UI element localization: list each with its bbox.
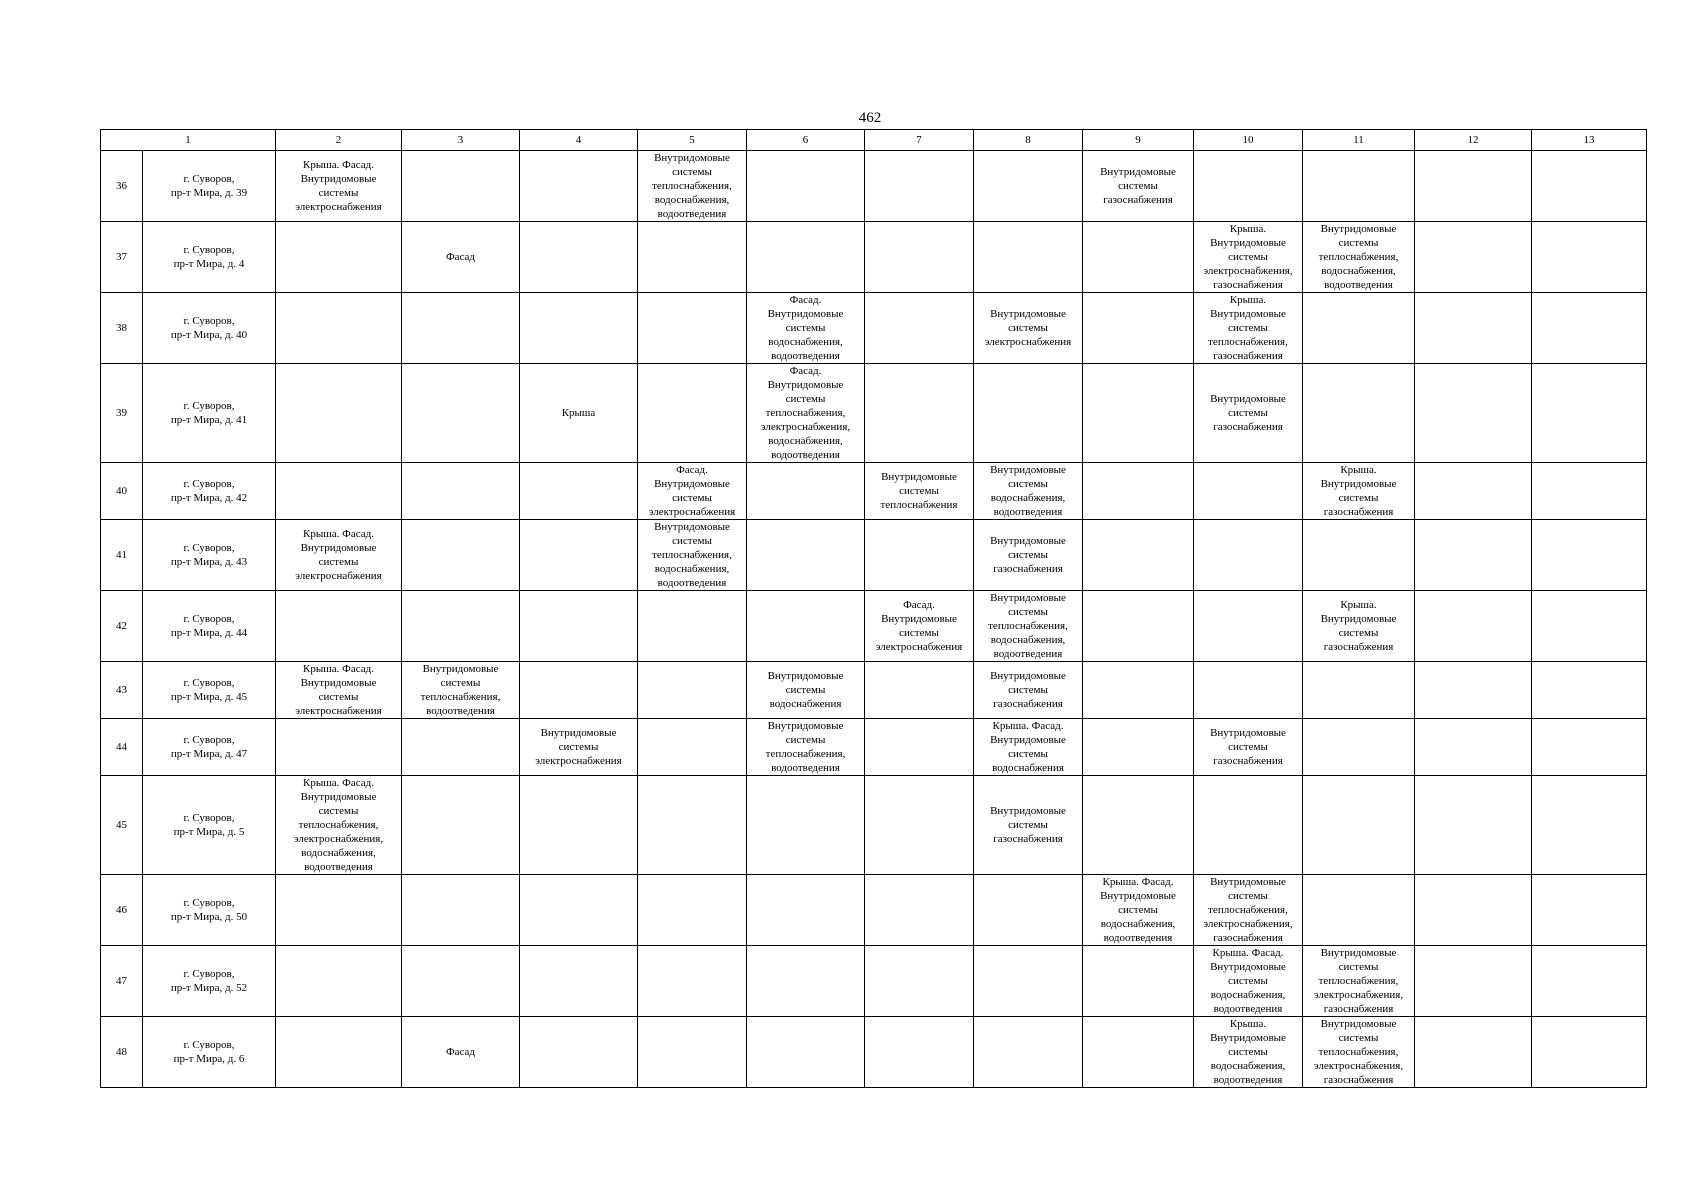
address-cell: г. Суворов, пр-т Мира, д. 47 bbox=[143, 719, 276, 776]
column-header: 4 bbox=[520, 130, 638, 151]
row-number: 46 bbox=[101, 875, 143, 946]
row-number: 37 bbox=[101, 222, 143, 293]
work-cell bbox=[402, 591, 520, 662]
work-cell bbox=[1083, 776, 1194, 875]
table-row bbox=[101, 293, 1647, 364]
column-header: 2 bbox=[276, 130, 402, 151]
work-cell bbox=[974, 875, 1083, 946]
work-cell bbox=[974, 946, 1083, 1017]
header-row bbox=[101, 130, 1647, 151]
work-cell bbox=[520, 776, 638, 875]
column-header: 6 bbox=[747, 130, 865, 151]
work-cell bbox=[638, 776, 747, 875]
work-cell bbox=[1532, 719, 1647, 776]
work-cell bbox=[276, 222, 402, 293]
work-cell bbox=[1194, 520, 1303, 591]
work-cell bbox=[1532, 591, 1647, 662]
work-cell bbox=[1083, 520, 1194, 591]
work-cell: Внутридомовые системы газоснабжения bbox=[1194, 719, 1303, 776]
work-cell bbox=[402, 293, 520, 364]
work-cell: Внутридомовые системы теплоснабжения, электроснабжения, газоснабжения bbox=[1303, 1017, 1415, 1088]
table-row bbox=[101, 463, 1647, 520]
work-cell bbox=[747, 946, 865, 1017]
work-cell: Внутридомовые системы газоснабжения bbox=[1083, 151, 1194, 222]
table-row bbox=[101, 151, 1647, 222]
work-cell bbox=[865, 1017, 974, 1088]
row-number: 45 bbox=[101, 776, 143, 875]
work-cell: Крыша. Внутридомовые системы газоснабжения bbox=[1303, 463, 1415, 520]
work-cell bbox=[520, 591, 638, 662]
work-cell: Внутридомовые системы теплоснабжения, водоснабжения, водоотведения bbox=[974, 591, 1083, 662]
work-cell bbox=[1532, 222, 1647, 293]
work-cell: Внутридомовые системы теплоснабжения bbox=[865, 463, 974, 520]
work-cell bbox=[1532, 875, 1647, 946]
work-cell: Крыша. Внутридомовые системы водоснабжения, водоотведения bbox=[1194, 1017, 1303, 1088]
column-header: 1 bbox=[101, 130, 276, 151]
work-cell bbox=[1083, 222, 1194, 293]
table-row bbox=[101, 364, 1647, 463]
work-cell bbox=[747, 520, 865, 591]
work-cell bbox=[276, 364, 402, 463]
work-cell bbox=[520, 151, 638, 222]
work-cell bbox=[1303, 520, 1415, 591]
work-cell bbox=[1303, 364, 1415, 463]
work-cell bbox=[865, 520, 974, 591]
address-cell: г. Суворов, пр-т Мира, д. 44 bbox=[143, 591, 276, 662]
work-cell: Внутридомовые системы теплоснабжения, водоотведения bbox=[402, 662, 520, 719]
work-cell bbox=[276, 293, 402, 364]
table-row bbox=[101, 222, 1647, 293]
work-cell: Внутридомовые системы водоснабжения, водоотведения bbox=[974, 463, 1083, 520]
work-cell bbox=[276, 463, 402, 520]
address-cell: г. Суворов, пр-т Мира, д. 5 bbox=[143, 776, 276, 875]
work-cell bbox=[1532, 946, 1647, 1017]
work-cell bbox=[1415, 463, 1532, 520]
table-row bbox=[101, 875, 1647, 946]
work-cell bbox=[402, 946, 520, 1017]
address-cell: г. Суворов, пр-т Мира, д. 40 bbox=[143, 293, 276, 364]
work-cell bbox=[520, 293, 638, 364]
work-cell: Внутридомовые системы теплоснабжения, водоснабжения, водоотведения bbox=[638, 151, 747, 222]
work-cell bbox=[1415, 293, 1532, 364]
column-header: 9 bbox=[1083, 130, 1194, 151]
work-cell: Фасад bbox=[402, 1017, 520, 1088]
work-cell bbox=[747, 591, 865, 662]
work-cell bbox=[1083, 946, 1194, 1017]
work-cell: Фасад. Внутридомовые системы теплоснабжения, электроснабжения, водоснабжения, водоотведения bbox=[747, 364, 865, 463]
work-cell bbox=[402, 463, 520, 520]
row-number: 38 bbox=[101, 293, 143, 364]
work-cell: Внутридомовые системы теплоснабжения, водоснабжения, водоотведения bbox=[1303, 222, 1415, 293]
work-cell: Крыша. Внутридомовые системы теплоснабжения, газоснабжения bbox=[1194, 293, 1303, 364]
work-cell bbox=[747, 222, 865, 293]
work-cell bbox=[865, 364, 974, 463]
work-cell bbox=[865, 776, 974, 875]
work-cell bbox=[1415, 946, 1532, 1017]
column-header: 12 bbox=[1415, 130, 1532, 151]
work-cell bbox=[520, 875, 638, 946]
work-cell: Крыша. Внутридомовые системы газоснабжения bbox=[1303, 591, 1415, 662]
work-cell: Внутридомовые системы газоснабжения bbox=[974, 776, 1083, 875]
work-cell bbox=[747, 875, 865, 946]
work-cell bbox=[402, 875, 520, 946]
address-cell: г. Суворов, пр-т Мира, д. 52 bbox=[143, 946, 276, 1017]
work-cell bbox=[1532, 364, 1647, 463]
work-cell: Крыша. Фасад. Внутридомовые системы водоснабжения, водоотведения bbox=[1194, 946, 1303, 1017]
work-cell bbox=[520, 222, 638, 293]
work-cell: Внутридомовые системы теплоснабжения, водоснабжения, водоотведения bbox=[638, 520, 747, 591]
work-cell bbox=[1083, 719, 1194, 776]
address-cell: г. Суворов, пр-т Мира, д. 50 bbox=[143, 875, 276, 946]
address-cell: г. Суворов, пр-т Мира, д. 42 bbox=[143, 463, 276, 520]
work-cell bbox=[1415, 719, 1532, 776]
row-number: 41 bbox=[101, 520, 143, 591]
work-cell: Внутридомовые системы теплоснабжения, электроснабжения, газоснабжения bbox=[1303, 946, 1415, 1017]
work-cell bbox=[974, 364, 1083, 463]
row-number: 36 bbox=[101, 151, 143, 222]
work-cell bbox=[638, 364, 747, 463]
address-cell: г. Суворов, пр-т Мира, д. 43 bbox=[143, 520, 276, 591]
work-cell bbox=[1083, 293, 1194, 364]
work-cell bbox=[1083, 1017, 1194, 1088]
address-cell: г. Суворов, пр-т Мира, д. 4 bbox=[143, 222, 276, 293]
work-cell bbox=[402, 364, 520, 463]
column-header: 5 bbox=[638, 130, 747, 151]
work-cell bbox=[1083, 364, 1194, 463]
work-cell bbox=[638, 946, 747, 1017]
work-cell: Крыша. Фасад. Внутридомовые системы водоснабжения, водоотведения bbox=[1083, 875, 1194, 946]
work-cell bbox=[638, 719, 747, 776]
work-cell: Внутридомовые системы электроснабжения bbox=[520, 719, 638, 776]
work-cell bbox=[1303, 776, 1415, 875]
work-cell bbox=[520, 1017, 638, 1088]
work-cell bbox=[520, 520, 638, 591]
row-number: 47 bbox=[101, 946, 143, 1017]
work-cell bbox=[402, 151, 520, 222]
work-cell: Фасад bbox=[402, 222, 520, 293]
work-cell bbox=[1415, 776, 1532, 875]
column-header: 10 bbox=[1194, 130, 1303, 151]
work-cell bbox=[1194, 151, 1303, 222]
work-cell bbox=[1083, 662, 1194, 719]
work-cell bbox=[1532, 463, 1647, 520]
work-cell bbox=[1532, 1017, 1647, 1088]
work-cell bbox=[402, 719, 520, 776]
work-cell bbox=[1532, 293, 1647, 364]
work-cell bbox=[402, 520, 520, 591]
work-cell: Внутридомовые системы газоснабжения bbox=[974, 662, 1083, 719]
table-row bbox=[101, 1017, 1647, 1088]
work-cell bbox=[747, 151, 865, 222]
address-cell: г. Суворов, пр-т Мира, д. 6 bbox=[143, 1017, 276, 1088]
work-cell bbox=[865, 662, 974, 719]
work-cell bbox=[276, 719, 402, 776]
work-cell bbox=[1194, 776, 1303, 875]
work-cell: Фасад. Внутридомовые системы электроснабжения bbox=[638, 463, 747, 520]
column-header: 8 bbox=[974, 130, 1083, 151]
work-cell bbox=[1083, 591, 1194, 662]
column-header: 13 bbox=[1532, 130, 1647, 151]
work-cell bbox=[747, 1017, 865, 1088]
work-cell bbox=[747, 776, 865, 875]
work-cell: Внутридомовые системы электроснабжения bbox=[974, 293, 1083, 364]
address-cell: г. Суворов, пр-т Мира, д. 41 bbox=[143, 364, 276, 463]
work-cell: Фасад. Внутридомовые системы водоснабжения, водоотведения bbox=[747, 293, 865, 364]
work-cell bbox=[1415, 591, 1532, 662]
table-row bbox=[101, 776, 1647, 875]
work-cell: Фасад. Внутридомовые системы электроснабжения bbox=[865, 591, 974, 662]
work-cell: Крыша bbox=[520, 364, 638, 463]
work-cell: Крыша. Фасад. Внутридомовые системы электроснабжения bbox=[276, 520, 402, 591]
column-header: 11 bbox=[1303, 130, 1415, 151]
work-cell bbox=[638, 1017, 747, 1088]
work-cell bbox=[1303, 293, 1415, 364]
work-cell: Внутридомовые системы теплоснабжения, электроснабжения, газоснабжения bbox=[1194, 875, 1303, 946]
repair-schedule-table bbox=[100, 129, 1647, 1088]
work-cell: Внутридомовые системы газоснабжения bbox=[974, 520, 1083, 591]
work-cell bbox=[1532, 151, 1647, 222]
work-cell bbox=[1532, 662, 1647, 719]
work-cell: Внутридомовые системы теплоснабжения, водоотведения bbox=[747, 719, 865, 776]
work-cell: Крыша. Фасад. Внутридомовые системы электроснабжения bbox=[276, 662, 402, 719]
work-cell: Крыша. Внутридомовые системы электроснабжения, газоснабжения bbox=[1194, 222, 1303, 293]
work-cell bbox=[1194, 662, 1303, 719]
work-cell bbox=[1415, 151, 1532, 222]
work-cell bbox=[747, 463, 865, 520]
work-cell bbox=[865, 151, 974, 222]
work-cell bbox=[974, 151, 1083, 222]
work-cell: Внутридомовые системы газоснабжения bbox=[1194, 364, 1303, 463]
work-cell bbox=[865, 946, 974, 1017]
work-cell bbox=[865, 293, 974, 364]
work-cell: Крыша. Фасад. Внутридомовые системы теплоснабжения, электроснабжения, водоснабжения, водоотведения bbox=[276, 776, 402, 875]
work-cell bbox=[974, 1017, 1083, 1088]
work-cell bbox=[520, 662, 638, 719]
table-row bbox=[101, 520, 1647, 591]
work-cell: Внутридомовые системы водоснабжения bbox=[747, 662, 865, 719]
work-cell bbox=[865, 222, 974, 293]
work-cell bbox=[1532, 776, 1647, 875]
work-cell bbox=[865, 875, 974, 946]
work-cell bbox=[520, 463, 638, 520]
row-number: 43 bbox=[101, 662, 143, 719]
work-cell bbox=[520, 946, 638, 1017]
row-number: 42 bbox=[101, 591, 143, 662]
work-cell bbox=[974, 222, 1083, 293]
page-number: 462 bbox=[858, 110, 882, 126]
work-cell bbox=[1303, 151, 1415, 222]
work-cell bbox=[1303, 719, 1415, 776]
work-cell bbox=[276, 591, 402, 662]
work-cell bbox=[276, 946, 402, 1017]
table-row bbox=[101, 946, 1647, 1017]
work-cell bbox=[1532, 520, 1647, 591]
address-cell: г. Суворов, пр-т Мира, д. 45 bbox=[143, 662, 276, 719]
work-cell bbox=[638, 293, 747, 364]
work-cell bbox=[1415, 1017, 1532, 1088]
work-cell: Крыша. Фасад. Внутридомовые системы электроснабжения bbox=[276, 151, 402, 222]
work-cell bbox=[638, 222, 747, 293]
work-cell bbox=[638, 591, 747, 662]
work-cell: Крыша. Фасад. Внутридомовые системы водоснабжения bbox=[974, 719, 1083, 776]
work-cell bbox=[276, 1017, 402, 1088]
work-cell bbox=[1083, 463, 1194, 520]
work-cell bbox=[1194, 591, 1303, 662]
work-cell bbox=[1303, 662, 1415, 719]
column-header: 7 bbox=[865, 130, 974, 151]
work-cell bbox=[638, 875, 747, 946]
row-number: 48 bbox=[101, 1017, 143, 1088]
work-cell bbox=[1415, 875, 1532, 946]
table-row bbox=[101, 719, 1647, 776]
row-number: 39 bbox=[101, 364, 143, 463]
address-cell: г. Суворов, пр-т Мира, д. 39 bbox=[143, 151, 276, 222]
table-row bbox=[101, 662, 1647, 719]
row-number: 40 bbox=[101, 463, 143, 520]
table-row bbox=[101, 591, 1647, 662]
row-number: 44 bbox=[101, 719, 143, 776]
work-cell bbox=[1415, 520, 1532, 591]
work-cell bbox=[865, 719, 974, 776]
work-cell bbox=[638, 662, 747, 719]
work-cell bbox=[1415, 662, 1532, 719]
work-cell bbox=[1303, 875, 1415, 946]
work-cell bbox=[1415, 364, 1532, 463]
work-cell bbox=[1415, 222, 1532, 293]
column-header: 3 bbox=[402, 130, 520, 151]
work-cell bbox=[276, 875, 402, 946]
work-cell bbox=[1194, 463, 1303, 520]
work-cell bbox=[402, 776, 520, 875]
